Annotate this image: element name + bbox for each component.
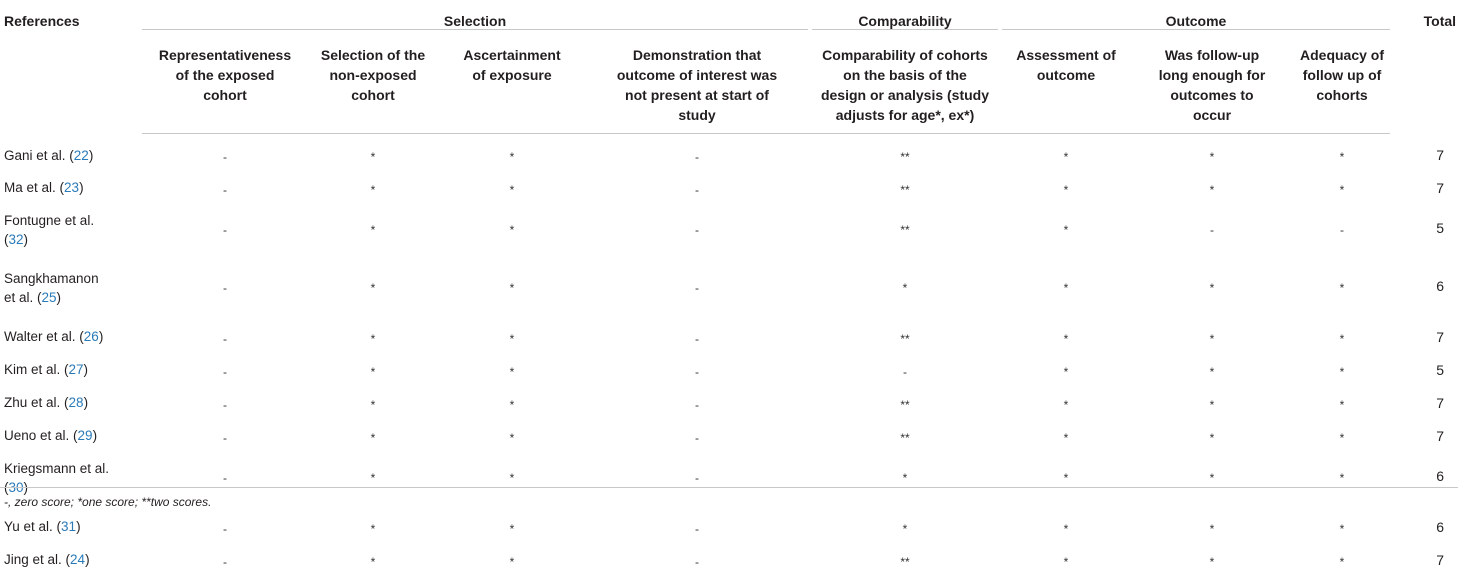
score-cell: - xyxy=(586,546,808,579)
reference-author-cont: ( xyxy=(4,480,9,495)
total-cell: 7 xyxy=(1390,323,1458,356)
header-column-7 xyxy=(1130,30,1294,134)
score-cell: * xyxy=(1002,422,1130,455)
score-cell: - xyxy=(586,265,808,323)
score-cell: - xyxy=(142,356,308,389)
citation-link[interactable]: 23 xyxy=(64,180,79,195)
score-cell: * xyxy=(308,323,438,356)
score-cell: ** xyxy=(808,174,1002,207)
score-cell: * xyxy=(1130,422,1294,455)
score-cell: - xyxy=(142,207,308,265)
table-row xyxy=(0,207,1458,265)
score-cell: - xyxy=(142,422,308,455)
citation-close: ) xyxy=(84,362,89,377)
citation-close: ) xyxy=(85,552,90,567)
total-cell: 7 xyxy=(1390,174,1458,207)
header-column-line: Assessment of xyxy=(1002,45,1130,65)
table-row xyxy=(0,134,1458,175)
total-cell: 6 xyxy=(1390,455,1458,513)
header-column-row xyxy=(0,30,1458,134)
reference-author: Gani et al. ( xyxy=(4,148,74,163)
score-cell: * xyxy=(1002,546,1130,579)
header-column-6 xyxy=(1002,30,1130,134)
score-cell: * xyxy=(438,546,586,579)
score-cell: * xyxy=(308,389,438,422)
header-column-line: cohorts xyxy=(1294,85,1390,105)
table-row xyxy=(0,455,1458,513)
header-column-line: of exposure xyxy=(438,65,586,85)
citation-close: ) xyxy=(89,148,94,163)
table-footnote: -, zero score; *one score; **two scores. xyxy=(4,495,211,509)
score-cell: ** xyxy=(808,389,1002,422)
header-column-line: Demonstration that xyxy=(586,45,808,65)
score-cell: * xyxy=(1130,546,1294,579)
citation-close: ) xyxy=(84,395,89,410)
score-cell: - xyxy=(586,207,808,265)
header-column-line: not present at start of xyxy=(586,85,808,105)
score-cell: * xyxy=(1294,455,1390,513)
header-column-line: of the exposed xyxy=(142,65,308,85)
score-cell: * xyxy=(438,265,586,323)
reference-author: Zhu et al. ( xyxy=(4,395,69,410)
score-cell: * xyxy=(1130,389,1294,422)
score-cell: * xyxy=(438,389,586,422)
score-cell: * xyxy=(308,265,438,323)
reference-cell xyxy=(0,207,142,265)
total-cell: 7 xyxy=(1390,422,1458,455)
citation-close: ) xyxy=(76,519,81,534)
score-cell: * xyxy=(438,134,586,175)
score-cell: * xyxy=(1002,207,1130,265)
citation-close: ) xyxy=(99,329,104,344)
score-cell: * xyxy=(1002,265,1130,323)
citation-link[interactable]: 31 xyxy=(61,519,76,534)
header-column-8 xyxy=(1294,30,1390,134)
score-cell: - xyxy=(1294,207,1390,265)
header-group-row xyxy=(0,0,1458,30)
header-column-1 xyxy=(142,30,308,134)
table-row xyxy=(0,356,1458,389)
reference-author: Ueno et al. ( xyxy=(4,428,78,443)
score-cell: * xyxy=(1002,455,1130,513)
header-column-line: long enough for xyxy=(1130,65,1294,85)
header-column-5 xyxy=(808,30,1002,134)
total-cell: 6 xyxy=(1390,513,1458,546)
score-cell: * xyxy=(438,207,586,265)
score-cell: * xyxy=(1002,389,1130,422)
score-cell: * xyxy=(308,546,438,579)
score-cell: * xyxy=(1130,455,1294,513)
score-cell: ** xyxy=(808,422,1002,455)
reference-cell xyxy=(0,265,142,323)
score-cell: * xyxy=(308,513,438,546)
reference-cell xyxy=(0,422,142,455)
total-cell: 5 xyxy=(1390,356,1458,389)
score-cell: ** xyxy=(808,207,1002,265)
header-column-line: on the basis of the xyxy=(808,65,1002,85)
score-cell: - xyxy=(586,134,808,175)
score-cell: * xyxy=(1002,513,1130,546)
reference-author: Kim et al. ( xyxy=(4,362,69,377)
header-column-3 xyxy=(438,30,586,134)
table-bottom-rule xyxy=(0,487,1458,488)
reference-author: Kriegsmann et al. xyxy=(4,461,109,476)
header-column-line: study xyxy=(586,105,808,125)
score-cell: * xyxy=(1130,134,1294,175)
score-cell: * xyxy=(1130,356,1294,389)
reference-cell xyxy=(0,356,142,389)
header-column-line: outcome of interest was xyxy=(586,65,808,85)
table-row xyxy=(0,546,1458,579)
table-row xyxy=(0,389,1458,422)
reference-author: Ma et al. ( xyxy=(4,180,64,195)
citation-link[interactable]: 29 xyxy=(78,428,93,443)
citation-link[interactable]: 30 xyxy=(9,480,24,495)
reference-cell xyxy=(0,323,142,356)
citation-close: ) xyxy=(24,232,29,247)
score-cell: - xyxy=(586,455,808,513)
citation-link[interactable]: 28 xyxy=(69,395,84,410)
header-column-line: Ascertainment xyxy=(438,45,586,65)
header-group-outcome: Outcome xyxy=(1002,0,1390,30)
reference-author: Yu et al. ( xyxy=(4,519,61,534)
score-cell: * xyxy=(308,455,438,513)
header-empty-right xyxy=(1390,30,1458,134)
score-cell: * xyxy=(1130,323,1294,356)
citation-link[interactable]: 26 xyxy=(84,329,99,344)
table-row xyxy=(0,265,1458,323)
score-cell: * xyxy=(438,455,586,513)
header-column-line: follow up of xyxy=(1294,65,1390,85)
reference-author-cont: ( xyxy=(4,232,9,247)
score-cell: * xyxy=(1294,513,1390,546)
score-cell: - xyxy=(808,356,1002,389)
score-cell: * xyxy=(808,455,1002,513)
score-cell: * xyxy=(438,356,586,389)
header-column-line: non-exposed xyxy=(308,65,438,85)
score-cell: * xyxy=(1002,323,1130,356)
header-column-4 xyxy=(586,30,808,134)
table-row xyxy=(0,174,1458,207)
header-column-line: Was follow-up xyxy=(1130,45,1294,65)
citation-link[interactable]: 32 xyxy=(9,232,24,247)
score-cell: - xyxy=(586,422,808,455)
score-cell: * xyxy=(1002,134,1130,175)
header-column-2 xyxy=(308,30,438,134)
score-cell: ** xyxy=(808,546,1002,579)
total-cell: 7 xyxy=(1390,389,1458,422)
citation-close: ) xyxy=(79,180,84,195)
score-cell: - xyxy=(142,546,308,579)
citation-close: ) xyxy=(93,428,98,443)
score-cell: * xyxy=(438,513,586,546)
table-row xyxy=(0,513,1458,546)
score-cell: * xyxy=(308,134,438,175)
total-cell: 7 xyxy=(1390,134,1458,175)
score-cell: * xyxy=(438,323,586,356)
score-cell: ** xyxy=(808,134,1002,175)
score-cell: * xyxy=(438,174,586,207)
header-column-line: cohort xyxy=(308,85,438,105)
score-cell: * xyxy=(1002,356,1130,389)
score-cell: * xyxy=(1294,134,1390,175)
header-column-line: occur xyxy=(1130,105,1294,125)
header-column-line: Representativeness xyxy=(142,45,308,65)
reference-author: Walter et al. ( xyxy=(4,329,84,344)
score-cell: * xyxy=(1294,265,1390,323)
header-empty-left xyxy=(0,30,142,134)
score-cell: * xyxy=(1294,323,1390,356)
score-cell: - xyxy=(142,323,308,356)
reference-cell xyxy=(0,513,142,546)
header-group-comparability: Comparability xyxy=(808,0,1002,30)
header-group-selection: Selection xyxy=(142,0,808,30)
score-cell: * xyxy=(308,174,438,207)
score-cell: * xyxy=(308,356,438,389)
header-column-line: outcome xyxy=(1002,65,1130,85)
score-cell: - xyxy=(586,174,808,207)
score-cell: - xyxy=(142,134,308,175)
score-cell: * xyxy=(1294,546,1390,579)
reference-cell xyxy=(0,389,142,422)
header-total: Total xyxy=(1390,0,1458,30)
reference-cell xyxy=(0,134,142,175)
citation-link[interactable]: 25 xyxy=(42,290,57,305)
score-cell: - xyxy=(586,513,808,546)
score-cell: - xyxy=(142,265,308,323)
score-cell: - xyxy=(586,389,808,422)
score-cell: * xyxy=(1130,265,1294,323)
score-cell: * xyxy=(1294,422,1390,455)
score-cell: * xyxy=(808,513,1002,546)
score-cell: - xyxy=(142,455,308,513)
score-cell: * xyxy=(1002,174,1130,207)
header-column-line: Selection of the xyxy=(308,45,438,65)
reference-author-cont: et al. ( xyxy=(4,290,42,305)
header-column-line: Comparability of cohorts xyxy=(808,45,1002,65)
score-cell: * xyxy=(808,265,1002,323)
score-cell: * xyxy=(1294,356,1390,389)
score-cell: * xyxy=(308,422,438,455)
total-cell: 6 xyxy=(1390,265,1458,323)
score-cell: * xyxy=(308,207,438,265)
score-cell: - xyxy=(142,174,308,207)
score-cell: * xyxy=(1130,513,1294,546)
citation-close: ) xyxy=(57,290,62,305)
header-column-line: adjusts for age*, ex*) xyxy=(808,105,1002,125)
total-cell: 5 xyxy=(1390,207,1458,265)
score-cell: * xyxy=(1294,174,1390,207)
reference-author: Sangkhamanon xyxy=(4,271,99,286)
score-cell: - xyxy=(586,356,808,389)
citation-link[interactable]: 22 xyxy=(74,148,89,163)
score-cell: * xyxy=(438,422,586,455)
header-column-line: outcomes to xyxy=(1130,85,1294,105)
score-cell: ** xyxy=(808,323,1002,356)
score-cell: - xyxy=(142,389,308,422)
table-body xyxy=(0,134,1458,579)
header-column-line: cohort xyxy=(142,85,308,105)
header-references: References xyxy=(0,0,142,30)
citation-close: ) xyxy=(24,480,29,495)
reference-cell xyxy=(0,546,142,579)
header-column-line: Adequacy of xyxy=(1294,45,1390,65)
reference-author: Jing et al. ( xyxy=(4,552,70,567)
score-cell: - xyxy=(586,323,808,356)
score-cell: * xyxy=(1130,174,1294,207)
citation-link[interactable]: 24 xyxy=(70,552,85,567)
score-cell: - xyxy=(1130,207,1294,265)
score-cell: - xyxy=(142,513,308,546)
citation-link[interactable]: 27 xyxy=(69,362,84,377)
total-cell: 7 xyxy=(1390,546,1458,579)
table-row xyxy=(0,422,1458,455)
score-cell: * xyxy=(1294,389,1390,422)
reference-author: Fontugne et al. xyxy=(4,213,94,228)
header-column-line: design or analysis (study xyxy=(808,85,1002,105)
reference-cell xyxy=(0,174,142,207)
table-row xyxy=(0,323,1458,356)
